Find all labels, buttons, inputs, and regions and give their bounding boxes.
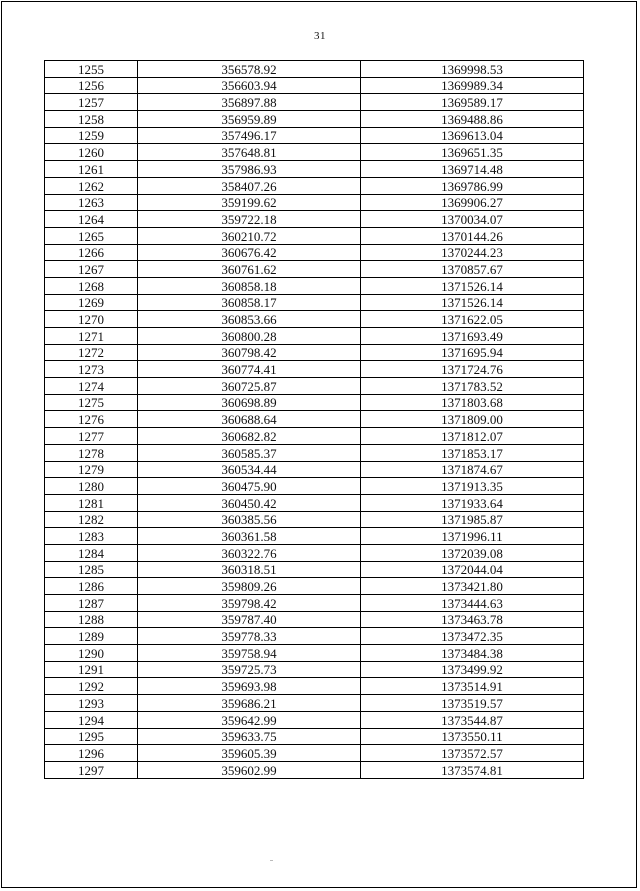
table-row xyxy=(45,578,584,595)
x-coordinate-cell: 360676.42 xyxy=(138,244,361,261)
x-coordinate-cell: 359778.33 xyxy=(138,628,361,645)
table-row xyxy=(45,261,584,278)
table-row xyxy=(45,344,584,361)
table-row xyxy=(45,711,584,728)
x-coordinate-cell: 359758.94 xyxy=(138,645,361,662)
y-coordinate-cell: 1372039.08 xyxy=(361,544,584,561)
point-number-cell: 1288 xyxy=(45,611,138,628)
table-row xyxy=(45,227,584,244)
y-coordinate-cell: 1371526.14 xyxy=(361,294,584,311)
point-number-cell: 1275 xyxy=(45,394,138,411)
point-number-cell: 1283 xyxy=(45,528,138,545)
x-coordinate-cell: 359199.62 xyxy=(138,194,361,211)
y-coordinate-cell: 1373463.78 xyxy=(361,611,584,628)
y-coordinate-cell: 1371803.68 xyxy=(361,394,584,411)
point-number-cell: 1289 xyxy=(45,628,138,645)
table-row xyxy=(45,461,584,478)
y-coordinate-cell: 1371812.07 xyxy=(361,428,584,445)
table-row xyxy=(45,661,584,678)
table-row xyxy=(45,111,584,128)
y-coordinate-cell: 1373550.11 xyxy=(361,728,584,745)
table-row xyxy=(45,77,584,94)
x-coordinate-cell: 358407.26 xyxy=(138,177,361,194)
table-row xyxy=(45,411,584,428)
x-coordinate-cell: 357648.81 xyxy=(138,144,361,161)
x-coordinate-cell: 360800.28 xyxy=(138,328,361,345)
table-row xyxy=(45,645,584,662)
y-coordinate-cell: 1371783.52 xyxy=(361,378,584,395)
y-coordinate-cell: 1371693.49 xyxy=(361,328,584,345)
x-coordinate-cell: 359787.40 xyxy=(138,611,361,628)
table-row xyxy=(45,561,584,578)
x-coordinate-cell: 360858.18 xyxy=(138,277,361,294)
y-coordinate-cell: 1371985.87 xyxy=(361,511,584,528)
x-coordinate-cell: 360322.76 xyxy=(138,544,361,561)
x-coordinate-cell: 360585.37 xyxy=(138,444,361,461)
table-row xyxy=(45,211,584,228)
x-coordinate-cell: 360361.58 xyxy=(138,528,361,545)
y-coordinate-cell: 1373574.81 xyxy=(361,761,584,778)
point-number-cell: 1260 xyxy=(45,144,138,161)
x-coordinate-cell: 356578.92 xyxy=(138,61,361,78)
y-coordinate-cell: 1371874.67 xyxy=(361,461,584,478)
x-coordinate-cell: 356897.88 xyxy=(138,94,361,111)
x-coordinate-cell: 359633.75 xyxy=(138,728,361,745)
table-row xyxy=(45,177,584,194)
table-row xyxy=(45,394,584,411)
y-coordinate-cell: 1369613.04 xyxy=(361,127,584,144)
y-coordinate-cell: 1373514.91 xyxy=(361,678,584,695)
point-number-cell: 1271 xyxy=(45,328,138,345)
y-coordinate-cell: 1369786.99 xyxy=(361,177,584,194)
y-coordinate-cell: 1373444.63 xyxy=(361,595,584,612)
y-coordinate-cell: 1371622.05 xyxy=(361,311,584,328)
table-row xyxy=(45,311,584,328)
point-number-cell: 1257 xyxy=(45,94,138,111)
point-number-cell: 1278 xyxy=(45,444,138,461)
point-number-cell: 1269 xyxy=(45,294,138,311)
point-number-cell: 1291 xyxy=(45,661,138,678)
table-row xyxy=(45,144,584,161)
x-coordinate-cell: 359686.21 xyxy=(138,695,361,712)
y-coordinate-cell: 1370857.67 xyxy=(361,261,584,278)
y-coordinate-cell: 1369651.35 xyxy=(361,144,584,161)
y-coordinate-cell: 1369998.53 xyxy=(361,61,584,78)
coordinates-table xyxy=(44,60,584,779)
x-coordinate-cell: 360698.89 xyxy=(138,394,361,411)
y-coordinate-cell: 1371933.64 xyxy=(361,494,584,511)
x-coordinate-cell: 357496.17 xyxy=(138,127,361,144)
point-number-cell: 1262 xyxy=(45,177,138,194)
table-row xyxy=(45,595,584,612)
x-coordinate-cell: 359722.18 xyxy=(138,211,361,228)
table-row xyxy=(45,678,584,695)
table-row xyxy=(45,361,584,378)
point-number-cell: 1284 xyxy=(45,544,138,561)
table-row xyxy=(45,194,584,211)
x-coordinate-cell: 360210.72 xyxy=(138,227,361,244)
point-number-cell: 1285 xyxy=(45,561,138,578)
point-number-cell: 1267 xyxy=(45,261,138,278)
x-coordinate-cell: 359693.98 xyxy=(138,678,361,695)
table-row xyxy=(45,611,584,628)
x-coordinate-cell: 359798.42 xyxy=(138,595,361,612)
x-coordinate-cell: 360385.56 xyxy=(138,511,361,528)
table-row xyxy=(45,494,584,511)
table-row xyxy=(45,378,584,395)
x-coordinate-cell: 360853.66 xyxy=(138,311,361,328)
point-number-cell: 1261 xyxy=(45,161,138,178)
table-row xyxy=(45,695,584,712)
x-coordinate-cell: 360858.17 xyxy=(138,294,361,311)
y-coordinate-cell: 1369989.34 xyxy=(361,77,584,94)
point-number-cell: 1292 xyxy=(45,678,138,695)
table-row xyxy=(45,511,584,528)
point-number-cell: 1281 xyxy=(45,494,138,511)
y-coordinate-cell: 1371996.11 xyxy=(361,528,584,545)
point-number-cell: 1279 xyxy=(45,461,138,478)
y-coordinate-cell: 1370244.23 xyxy=(361,244,584,261)
point-number-cell: 1287 xyxy=(45,595,138,612)
table-row xyxy=(45,244,584,261)
x-coordinate-cell: 359605.39 xyxy=(138,745,361,762)
point-number-cell: 1258 xyxy=(45,111,138,128)
point-number-cell: 1295 xyxy=(45,728,138,745)
point-number-cell: 1265 xyxy=(45,227,138,244)
table-row xyxy=(45,328,584,345)
point-number-cell: 1266 xyxy=(45,244,138,261)
x-coordinate-cell: 360761.62 xyxy=(138,261,361,278)
point-number-cell: 1273 xyxy=(45,361,138,378)
y-coordinate-cell: 1371809.00 xyxy=(361,411,584,428)
x-coordinate-cell: 360450.42 xyxy=(138,494,361,511)
y-coordinate-cell: 1373472.35 xyxy=(361,628,584,645)
x-coordinate-cell: 359642.99 xyxy=(138,711,361,728)
y-coordinate-cell: 1372044.04 xyxy=(361,561,584,578)
x-coordinate-cell: 360534.44 xyxy=(138,461,361,478)
table-row xyxy=(45,94,584,111)
x-coordinate-cell: 360318.51 xyxy=(138,561,361,578)
point-number-cell: 1264 xyxy=(45,211,138,228)
table-row xyxy=(45,294,584,311)
coordinates-table-body xyxy=(45,61,584,779)
table-row xyxy=(45,127,584,144)
x-coordinate-cell: 356603.94 xyxy=(138,77,361,94)
table-row xyxy=(45,444,584,461)
point-number-cell: 1255 xyxy=(45,61,138,78)
point-number-cell: 1293 xyxy=(45,695,138,712)
x-coordinate-cell: 360475.90 xyxy=(138,478,361,495)
y-coordinate-cell: 1373421.80 xyxy=(361,578,584,595)
table-row xyxy=(45,478,584,495)
table-row xyxy=(45,544,584,561)
y-coordinate-cell: 1373572.57 xyxy=(361,745,584,762)
table-row xyxy=(45,528,584,545)
x-coordinate-cell: 360725.87 xyxy=(138,378,361,395)
x-coordinate-cell: 356959.89 xyxy=(138,111,361,128)
point-number-cell: 1290 xyxy=(45,645,138,662)
scan-mark xyxy=(270,860,273,861)
x-coordinate-cell: 359809.26 xyxy=(138,578,361,595)
table-row xyxy=(45,745,584,762)
point-number-cell: 1272 xyxy=(45,344,138,361)
point-number-cell: 1256 xyxy=(45,77,138,94)
point-number-cell: 1276 xyxy=(45,411,138,428)
y-coordinate-cell: 1371526.14 xyxy=(361,277,584,294)
y-coordinate-cell: 1369488.86 xyxy=(361,111,584,128)
point-number-cell: 1268 xyxy=(45,277,138,294)
y-coordinate-cell: 1373519.57 xyxy=(361,695,584,712)
x-coordinate-cell: 360774.41 xyxy=(138,361,361,378)
page-number: 31 xyxy=(314,30,326,42)
x-coordinate-cell: 359725.73 xyxy=(138,661,361,678)
y-coordinate-cell: 1369714.48 xyxy=(361,161,584,178)
point-number-cell: 1263 xyxy=(45,194,138,211)
table-row xyxy=(45,728,584,745)
point-number-cell: 1297 xyxy=(45,761,138,778)
y-coordinate-cell: 1369589.17 xyxy=(361,94,584,111)
y-coordinate-cell: 1373499.92 xyxy=(361,661,584,678)
table-row xyxy=(45,761,584,778)
y-coordinate-cell: 1373484.38 xyxy=(361,645,584,662)
y-coordinate-cell: 1370034.07 xyxy=(361,211,584,228)
table-row xyxy=(45,428,584,445)
point-number-cell: 1280 xyxy=(45,478,138,495)
y-coordinate-cell: 1371853.17 xyxy=(361,444,584,461)
y-coordinate-cell: 1371695.94 xyxy=(361,344,584,361)
table-row xyxy=(45,61,584,78)
table-row xyxy=(45,277,584,294)
point-number-cell: 1277 xyxy=(45,428,138,445)
y-coordinate-cell: 1371724.76 xyxy=(361,361,584,378)
point-number-cell: 1296 xyxy=(45,745,138,762)
point-number-cell: 1270 xyxy=(45,311,138,328)
x-coordinate-cell: 357986.93 xyxy=(138,161,361,178)
point-number-cell: 1282 xyxy=(45,511,138,528)
point-number-cell: 1274 xyxy=(45,378,138,395)
table-row xyxy=(45,628,584,645)
point-number-cell: 1259 xyxy=(45,127,138,144)
table-row xyxy=(45,161,584,178)
y-coordinate-cell: 1369906.27 xyxy=(361,194,584,211)
point-number-cell: 1286 xyxy=(45,578,138,595)
x-coordinate-cell: 360798.42 xyxy=(138,344,361,361)
x-coordinate-cell: 360682.82 xyxy=(138,428,361,445)
x-coordinate-cell: 360688.64 xyxy=(138,411,361,428)
x-coordinate-cell: 359602.99 xyxy=(138,761,361,778)
y-coordinate-cell: 1373544.87 xyxy=(361,711,584,728)
y-coordinate-cell: 1371913.35 xyxy=(361,478,584,495)
y-coordinate-cell: 1370144.26 xyxy=(361,227,584,244)
point-number-cell: 1294 xyxy=(45,711,138,728)
